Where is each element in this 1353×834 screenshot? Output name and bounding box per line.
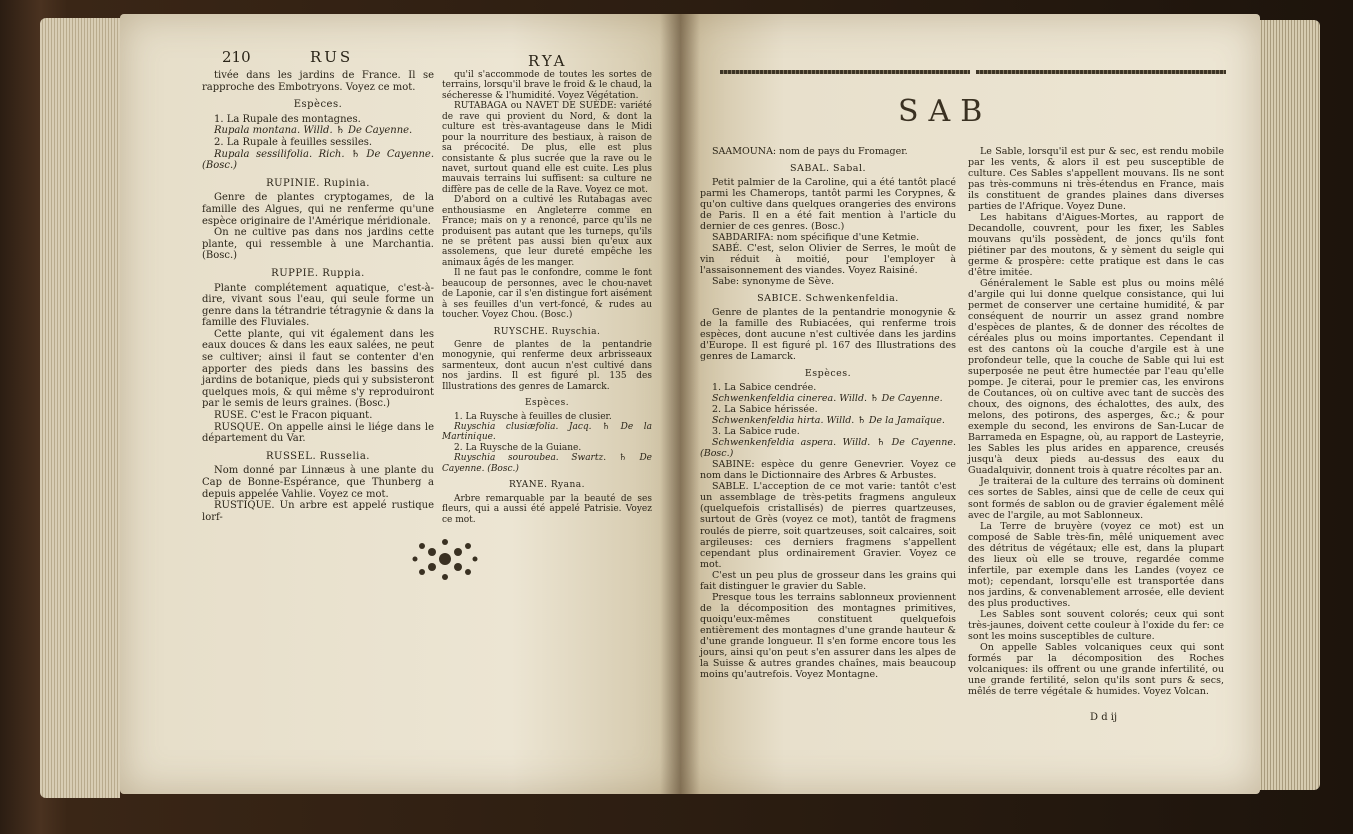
text-paragraph: Genre de plantes de la pentandrie monogynie, qui renferme deux arbrisseaux sarmenteux, dont aucun n'est cultivé dans nos jardins. Il est figuré pl. 135 des Illustrations des genres de Lamarck. xyxy=(442,339,652,392)
text-paragraph: RUSQUE. On appelle ainsi le liége dans le département du Var. xyxy=(202,421,434,445)
text-paragraph: 1. La Sabice cendrée. xyxy=(712,382,817,394)
text-paragraph: 2. La Sabice hérissée. xyxy=(712,404,818,416)
left-page xyxy=(120,14,680,794)
text-paragraph: Nom donné par Linnæus à une plante du Cap de Bonne-Espérance, que Thunberg a depuis appelée Vahlie. Voyez ce mot. xyxy=(202,465,434,500)
header-rule-left xyxy=(720,70,970,74)
book-gutter xyxy=(660,14,700,794)
page-number: 210 xyxy=(222,48,251,66)
text-paragraph: Les habitans d'Aigues-Mortes, au rapport de Decandolle, couvrent, pour les fixer, les Sables mouvans qu'ils possèdent, de joncs qu'ils font piétiner par des moutons, & y sèment du seigle qui germe & prospère: cette pratique est dans le cas d'être imitée. xyxy=(968,212,1224,279)
running-head-left: RUS xyxy=(310,48,354,66)
text-paragraph: On ne cultive pas dans nos jardins cette plante, qui ressemble à une Marchantia. (Bosc.) xyxy=(202,227,434,262)
text-paragraph: Genre de plantes de la pentandrie monogynie & de la famille des Rubiacées, qui renferme trois espèces, dont aucune n'est cultivée dans les jardins d'Europe. Il est figuré pl. 167 des Illustrations des genres de Lamarck. xyxy=(700,307,956,363)
text-paragraph: C'est un peu plus de grosseur dans les grains qui fait distinguer le gravier du Sable. xyxy=(700,569,956,592)
entry-heading: SABAL. Sabal. xyxy=(789,163,867,175)
text-paragraph: Schwenkenfeldia aspera. Willd. ♄ De Cayenne. (Bosc.) xyxy=(700,437,956,460)
text-paragraph: Schwenkenfeldia hirta. Willd. ♄ De la Jamaïque. xyxy=(712,415,945,427)
entry-heading: RYANE. Ryana. xyxy=(509,480,585,491)
text-paragraph: SABDARIFA: nom spécifique d'une Ketmie. xyxy=(712,232,920,244)
running-head-right: RYA xyxy=(528,52,568,70)
text-paragraph: Rupala sessilifolia. Rich. ♄ De Cayenne. (Bosc.) xyxy=(202,148,434,172)
entry-heading: RUPINIE. Rupinia. xyxy=(266,177,370,189)
text-paragraph: tivée dans les jardins de France. Il se rapproche des Embotryons. Voyez ce mot. xyxy=(202,70,434,93)
right-column-2 xyxy=(968,146,1224,697)
text-paragraph: SABINE: espèce du genre Genevrier. Voyez ce nom dans le Dictionnaire des Arbres & Arbustes. xyxy=(700,459,956,482)
right-column-1 xyxy=(700,146,956,680)
text-paragraph: Il ne faut pas le confondre, comme le font beaucoup de personnes, avec le chou-navet de Laponie, car il s'en distingue fort aisément à ses feuilles d'un vert-foncé, & rudes au toucher. Voyez Chou. (Bosc.) xyxy=(442,268,652,321)
text-paragraph: Cette plante, qui vit également dans les eaux douces & dans les eaux salées, ne peut se cultiver; ainsi il faut se contenter d'en apporter des pieds dans les bassins des jardins de botanique, pieds qui y subsisteront quelques mois, & qui même s'y reproduiront par le semis de leurs graines. (Bosc.) xyxy=(202,328,434,410)
text-paragraph: Généralement le Sable est plus ou moins mêlé d'argile qui lui donne quelque consistance, qui lui permet de conserver une certaine humidité, & par conséquent de nourrir un assez grand nombre d'espèces de plantes, & de donner des récoltes de céréales plus ou moins importantes. Cependant il est des cantons où la couche d'argile est à une profondeur telle, que la couche de Sable qui lui est superposée ne peut être humectée par l'eau qu'elle pompe. Je citerai, pour le premier cas, les environs de Coutances, où on cultive avec tant de succès des choux, des oignons, des échalottes, des aulx, des melons, des potirons, des asperges, &c.; & pour exemple du second, les environs de San-Lucar de Barrameda en Espagne, où, au rapport de Lasteyrie, les Sables les plus arides en apparence, creusés jusqu'à deux pieds au-dessus des eaux du Guadalquivir, donnent trois à quatre récoltes par an. xyxy=(968,278,1224,477)
text-paragraph: qu'il s'accommode de toutes les sortes de terrains, lorsqu'il brave le froid & le chaud, la sécheresse & l'humidité. Voyez Végétation. xyxy=(442,70,652,101)
entry-heading: Espèces. xyxy=(293,99,343,111)
text-paragraph: 1. La Ruysche à feuilles de clusier. xyxy=(454,411,612,422)
text-paragraph: SABLE. L'acception de ce mot varie: tantôt c'est un assemblage de très-petits fragmens anguleux (quelquefois cristallisés) de pierres quartzeuses, surtout de Grès (voyez ce mot), tantôt de fragmens roulés de pierre, soit quartzeuses, soit calcaires, soit argileuses: ces derniers fragmens s'appellent cependant plus ordinairement Gravier. Voyez ce mot. xyxy=(700,481,956,570)
text-paragraph: Le Sable, lorsqu'il est pur & sec, est rendu mobile par les vents, & alors il est peu susceptible de culture. Ces Sables s'appellent mouvans. Ils ne sont pas très-communs ni très-étendus en France, mais ils constituent de grandes plaines dans diverses parties de l'Afrique. Voyez Dune. xyxy=(968,146,1224,213)
text-paragraph: 2. La Rupale à feuilles sessiles. xyxy=(214,136,373,148)
text-paragraph: Plante complétement aquatique, c'est-à-dire, vivant sous l'eau, qui seule forme un genre dans la tétrandrie tétragynie & dans la famille des Fluviales. xyxy=(202,282,434,329)
text-paragraph: RUTABAGA ou NAVET DE SUÈDE: variété de rave qui provient du Nord, & dont la culture est très-avantageuse dans le Midi pour la nourriture des bestiaux, à raison de sa précocité. De plus, elle est plus consistante & plus sucrée que la rave ou le navet, surtout quand elle est cuite. Les plus mauvais terrains lui suffisent: sa culture ne diffère pas de celle de la Rave. Voyez ce mot. xyxy=(442,101,652,195)
section-title: SAB xyxy=(898,94,993,129)
text-paragraph: Petit palmier de la Caroline, qui a été tantôt placé parmi les Chamerops, tantôt parmi les Corypnes, & qu'on cultive dans quelques orangeries des environs de Paris. Il en a été fait mention à l'article du dernier de ces genres. (Bosc.) xyxy=(700,177,956,233)
entry-heading: RUPPIE. Ruppia. xyxy=(271,267,365,279)
text-paragraph: Genre de plantes cryptogames, de la famille des Algues, qui ne renferme qu'une espèce originaire de l'Amérique méridionale. xyxy=(202,192,434,227)
left-column-2 xyxy=(442,70,652,525)
text-paragraph: Presque tous les terrains sablonneux proviennent de la décomposition des montagnes primitives, quoiqu'eux-mêmes constituent quelquefois entièrement des montagnes d'une grande hauteur & d'une grande longueur. Il s'en forme encore tous les jours, ainsi qu'on peut s'en assurer dans les alpes de la Suisse & autres grandes chaînes, mais beaucoup moins qu'autrefois. Voyez Montagne. xyxy=(700,591,956,680)
text-paragraph: Je traiterai de la culture des terrains où dominent ces sortes de Sables, ainsi que de celle de ceux qui sont formés de sablon ou de gravier également mêlé avec de l'argile, au mot Sablonneux. xyxy=(968,476,1224,521)
text-paragraph: On appelle Sables volcaniques ceux qui sont formés par la décomposition des Roches volcaniques: ils offrent ou une grande infertilité, ou une grande fertilité, selon qu'ils sont purs & secs, mêlés de terre végétale & humides. Voyez Volcan. xyxy=(968,641,1224,697)
text-paragraph: RUSE. C'est le Fracon piquant. xyxy=(214,410,373,422)
text-paragraph: 3. La Sabice rude. xyxy=(712,426,800,438)
text-paragraph: 1. La Rupale des montagnes. xyxy=(214,113,361,125)
left-column-1 xyxy=(202,70,434,523)
text-paragraph: La Terre de bruyère (voyez ce mot) est un composé de Sable très-fin, mêlé uniquement avec des détritus de végétaux; elle est, dans la plupart des lieux où elle se trouve, regardée comme infertile, par exemple dans les Landes (voyez ce mot); cependant, lorsqu'elle est transportée dans nos jardins, & convenablement arrosée, elle devient des plus productives. xyxy=(968,520,1224,609)
right-page xyxy=(680,14,1260,794)
text-paragraph: Schwenkenfeldia cinerea. Willd. ♄ De Cayenne. xyxy=(712,393,943,405)
entry-heading: SABICE. Schwenkenfeldia. xyxy=(757,293,899,305)
text-paragraph: 2. La Ruysche de la Guiane. xyxy=(454,442,582,453)
text-paragraph: Arbre remarquable par la beauté de ses fleurs, qui a aussi été appelé Patrisie. Voyez ce mot. xyxy=(442,493,652,525)
text-paragraph: SABÉ. C'est, selon Olivier de Serres, le moût de vin réduit à moitié, pour l'employer à l'assaisonnement des viandes. Voyez Raisiné. xyxy=(700,243,956,277)
header-rule-right xyxy=(976,70,1226,74)
right-page-edges xyxy=(1250,20,1320,790)
signature-mark: D d ij xyxy=(1090,712,1118,723)
entry-heading: Espèces. xyxy=(524,398,570,409)
text-paragraph: Ruyschia clusiæfolia. Jacq. ♄ De la Martinique. xyxy=(442,422,652,443)
text-paragraph: Sabe: synonyme de Sève. xyxy=(712,276,835,288)
text-paragraph: RUSTIQUE. Un arbre est appelé rustique lorf- xyxy=(202,500,434,523)
entry-heading: RUSSEL. Russelia. xyxy=(266,450,370,462)
text-paragraph: SAAMOUNA: nom de pays du Fromager. xyxy=(712,146,908,157)
text-paragraph: Les Sables sont souvent colorés; ceux qui sont très-jaunes, doivent cette couleur à l'oxide du fer: ce sont les moins susceptibles de culture. xyxy=(968,608,1224,642)
text-paragraph: Ruyschia souroubea. Swartz. ♄ De Cayenne. (Bosc.) xyxy=(442,453,652,474)
entry-heading: Espèces. xyxy=(804,368,852,380)
floral-ornament xyxy=(410,534,480,584)
entry-heading: RUYSCHE. Ruyschia. xyxy=(493,326,601,337)
left-page-edges xyxy=(40,18,120,798)
text-paragraph: D'abord on a cultivé les Rutabagas avec enthousiasme en Angleterre comme en France; mais on y a renoncé, parce qu'ils ne produisent pas autant que les turneps, qu'ils ne se prêtent pas aussi bien qu'eux aux assolemens, que leur dureté empêche les animaux âgés de les manger. xyxy=(442,195,652,268)
text-paragraph: Rupala montana. Willd. ♄ De Cayenne. xyxy=(214,125,413,137)
